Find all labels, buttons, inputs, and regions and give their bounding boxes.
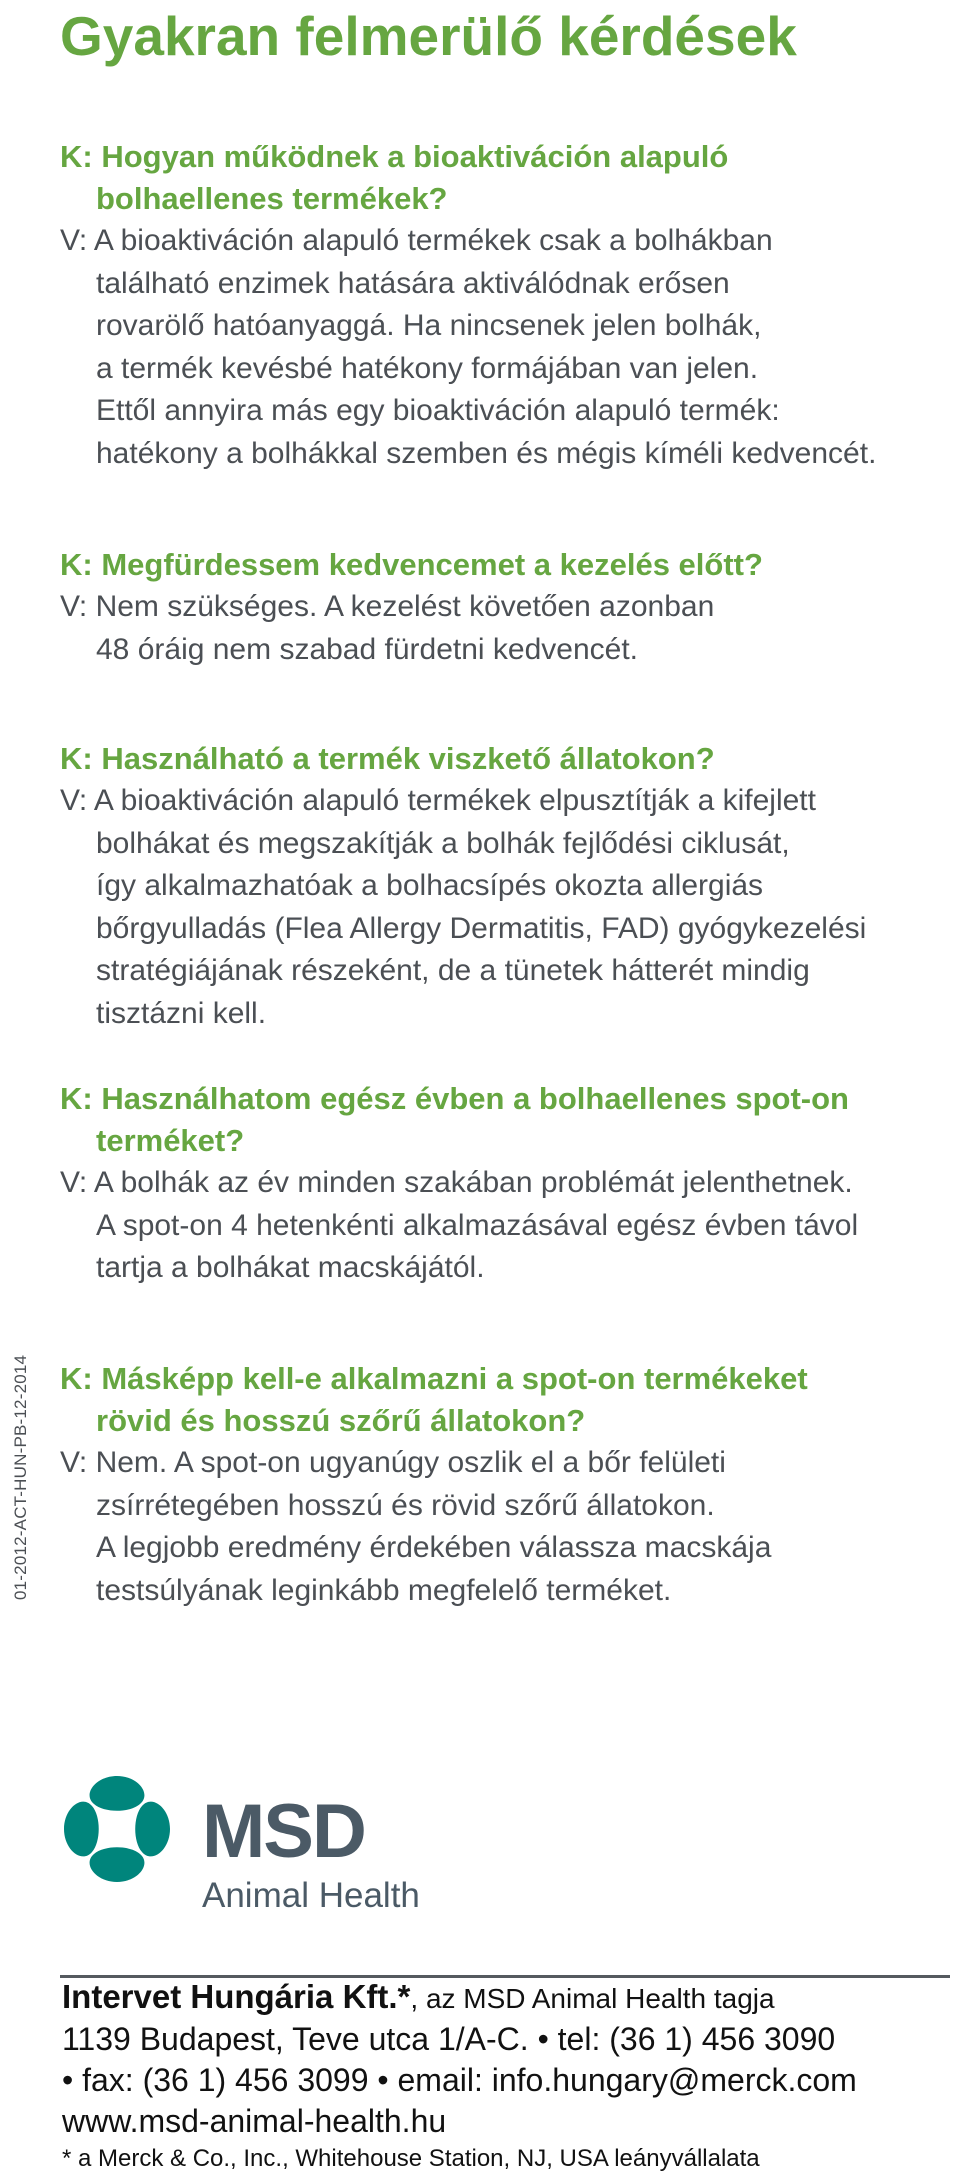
question-line: bolhaellenes termékek? [96,181,448,216]
question-line: K: Másképp kell-e alkalmazni a spot-on termékeket [60,1361,808,1396]
answer-line: bőrgyulladás (Flea Allergy Dermatitis, FAD) gyógykezelési [96,911,867,945]
faq-question [60,738,940,780]
document-code: 01-2012-ACT-HUN-PB-12-2014 [11,1354,30,1600]
answer-line: tisztázni kell. [96,996,267,1030]
answer-line: rovarölő hatóanyaggá. Ha nincsenek jelen bolhák, [96,309,762,342]
answer-line: V: Nem. A spot-on ugyanúgy oszlik el a bőr felületi [60,1446,726,1479]
question-line: K: Használható a termék viszkető állatokon? [60,741,715,776]
faq-answer [60,220,940,475]
company-line [62,1976,952,2019]
faq-item [60,136,940,475]
answer-line: hatékony a bolhákkal szemben és mégis kíméli kedvencét. [96,436,877,470]
faq-question [60,1358,940,1442]
answer-line: található enzimek hatására aktiválódnak erősen [96,266,730,300]
faq-item [60,1358,940,1612]
faq-question [60,1078,940,1162]
answer-line: tartja a bolhákat macskájától. [96,1251,485,1284]
answer-line: így alkalmazhatóak a bolhacsípés okozta allergiás [96,869,764,902]
question-line: K: Használhatom egész évben a bolhaellenes spot-on [60,1081,849,1116]
company-tagline: , az MSD Animal Health tagja [410,1983,775,2014]
faq-answer [60,1442,940,1612]
faq-item [60,738,940,1035]
answer-line: V: Nem szükséges. A kezelést követően azonban [60,590,715,623]
company-footer [62,1976,952,2176]
faq-answer [60,1162,940,1290]
faq-item [60,544,940,671]
address-line: 1139 Budapest, Teve utca 1/A-C. • tel: (36 1) 456 3090 [62,2021,836,2057]
contact-line: • fax: (36 1) 456 3099 • email: info.hungary@merck.com [62,2062,857,2098]
answer-line: testsúlyának leginkább megfelelő terméket. [96,1573,672,1607]
faq-question [60,544,940,586]
answer-line: 48 óráig nem szabad fürdetni kedvencét. [96,632,639,666]
answer-line: A spot-on 4 hetenkénti alkalmazásával egész évben távol [96,1208,859,1242]
answer-line: zsírrétegében hosszú és rövid szőrű állatokon. [96,1488,715,1522]
faq-item [60,1078,940,1290]
footnote: * a Merck & Co., Inc., Whitehouse Station, NJ, USA leányvállalata [62,2145,760,2172]
msd-animal-health-logo [60,1772,480,1922]
logo-brand-text: MSD [202,1789,365,1874]
question-line: terméket? [96,1123,245,1158]
answer-line: V: A bioaktiváción alapuló termékek elpusztítják a kifejlett [60,784,816,817]
page-title: Gyakran felmerülő kérdések [60,5,797,67]
answer-line: a termék kevésbé hatékony formájában van jelen. [96,351,759,385]
question-line: K: Megfürdessem kedvencemet a kezelés előtt? [60,547,763,582]
faq-answer [60,780,940,1035]
faq-answer [60,586,940,671]
question-line: rövid és hosszú szőrű állatokon? [96,1403,586,1438]
answer-line: V: A bolhák az év minden szakában problémát jelenthetnek. [60,1166,853,1199]
answer-line: V: A bioaktiváción alapuló termékek csak a bolhákban [60,224,773,257]
answer-line: bolhákat és megszakítják a bolhák fejlődési ciklusát, [96,826,790,860]
logo-division-text: Animal Health [202,1876,420,1915]
answer-line: Ettől annyira más egy bioaktiváción alapuló termék: [96,394,780,427]
answer-line: stratégiájának részeként, de a tünetek hátterét mindig [96,954,810,987]
faq-question [60,136,940,220]
msd-logo-icon [60,1772,174,1886]
company-name: Intervet Hungária Kft.* [62,1978,411,2015]
website-link[interactable]: www.msd-animal-health.hu [62,2103,447,2139]
question-line: K: Hogyan működnek a bioaktiváción alapuló [60,139,729,174]
answer-line: A legjobb eredmény érdekében válassza macskája [96,1531,772,1564]
